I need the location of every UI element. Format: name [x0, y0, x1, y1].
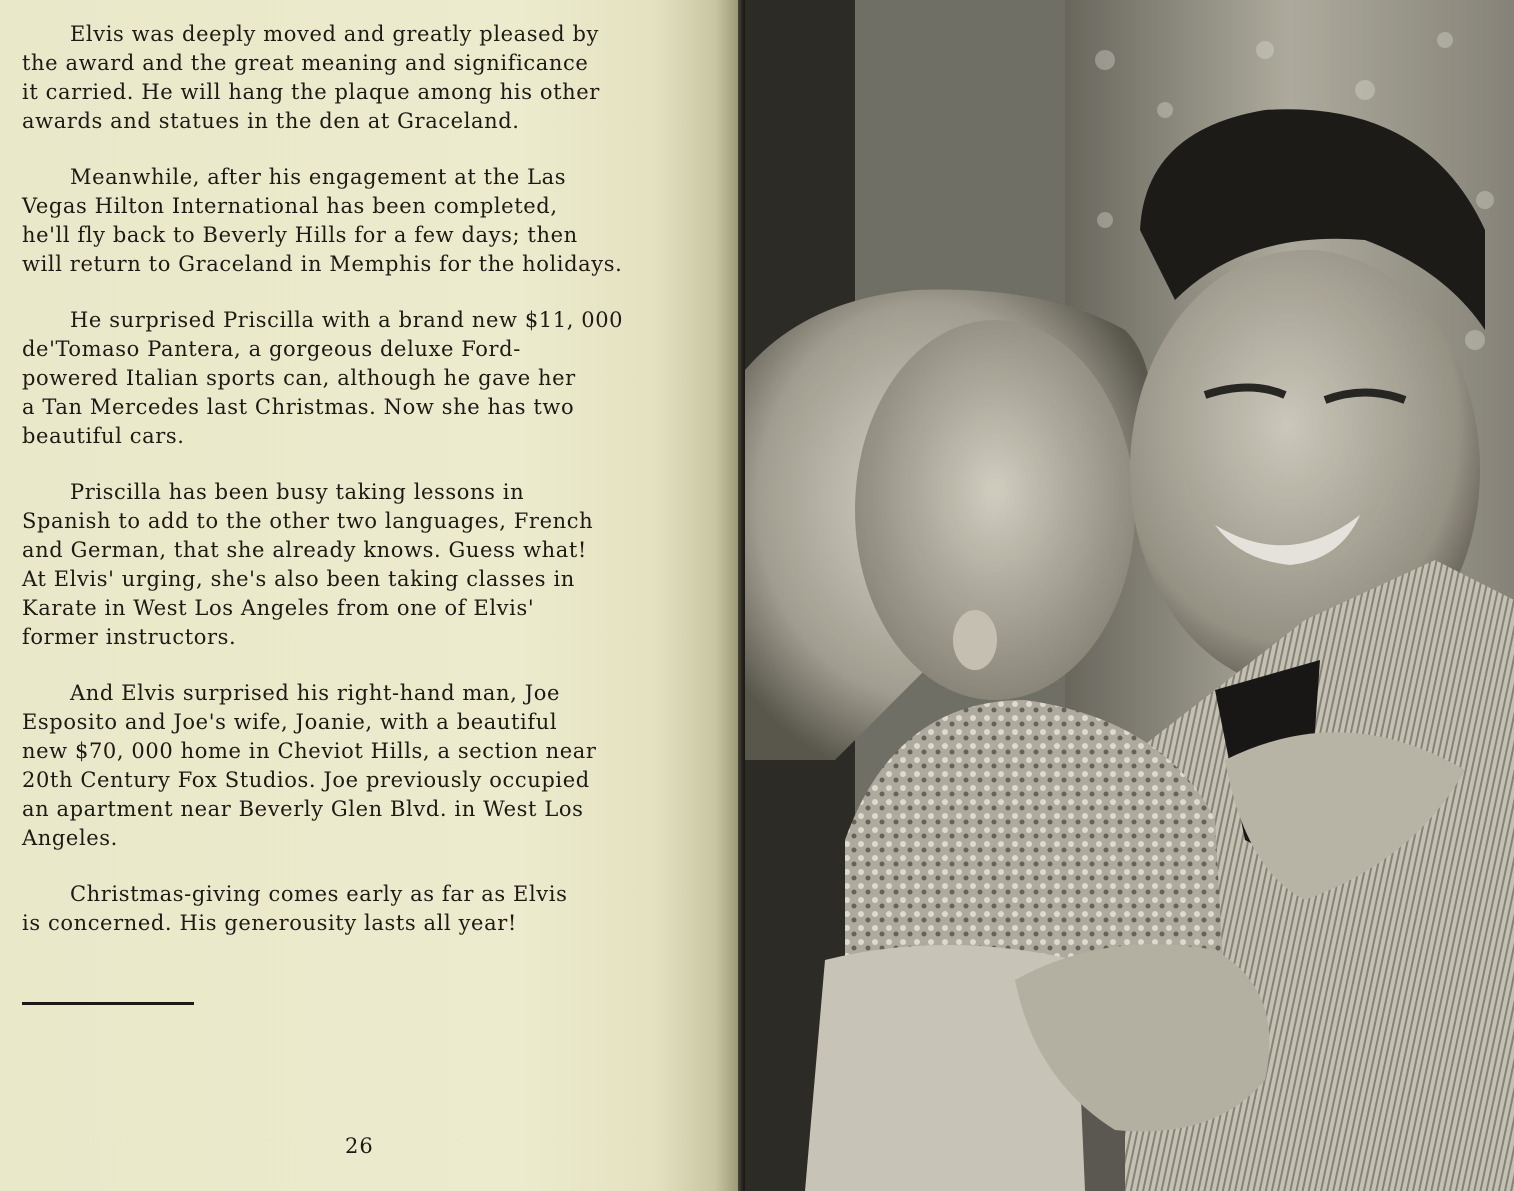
paragraph-award — [22, 20, 702, 136]
text-line: Karate in West Los Angeles from one of Elvis' — [22, 596, 535, 620]
text-line: de'Tomaso Pantera, a gorgeous deluxe Ford- — [22, 337, 521, 361]
right-page — [745, 0, 1514, 1191]
text-line: 20th Century Fox Studios. Joe previously occupied — [22, 768, 590, 792]
paragraph-esposito — [22, 679, 702, 853]
page-number: 26 — [345, 1134, 374, 1158]
text-line: former instructors. — [22, 625, 237, 649]
text-line: He surprised Priscilla with a brand new $11, 000 — [70, 308, 624, 332]
text-line: And Elvis surprised his right-hand man, Joe — [70, 681, 560, 705]
text-line: will return to Graceland in Memphis for the holidays. — [22, 252, 623, 276]
footnote-rule — [22, 1002, 194, 1005]
photo-couple — [745, 0, 1514, 1191]
paragraph-pantera — [22, 306, 702, 451]
text-line: is concerned. His generousity lasts all year! — [22, 911, 517, 935]
text-line: he'll fly back to Beverly Hills for a few days; then — [22, 223, 578, 247]
paragraph-languages — [22, 478, 702, 652]
text-line: Elvis was deeply moved and greatly pleased by — [70, 22, 600, 46]
text-line: beautiful cars. — [22, 424, 185, 448]
text-line: At Elvis' urging, she's also been taking classes in — [22, 567, 575, 591]
article-text — [22, 20, 702, 965]
text-line: Spanish to add to the other two languages, French — [22, 509, 594, 533]
text-line: an apartment near Beverly Glen Blvd. in West Los — [22, 797, 584, 821]
left-page — [0, 0, 745, 1191]
text-line: it carried. He will hang the plaque among his other — [22, 80, 600, 104]
text-line: a Tan Mercedes last Christmas. Now she has two — [22, 395, 575, 419]
text-line: Vegas Hilton International has been completed, — [22, 194, 558, 218]
text-line: Meanwhile, after his engagement at the Las — [70, 165, 567, 189]
text-line: Priscilla has been busy taking lessons in — [70, 480, 525, 504]
text-line: awards and statues in the den at Graceland. — [22, 109, 520, 133]
text-line: Esposito and Joe's wife, Joanie, with a beautiful — [22, 710, 558, 734]
paragraph-las-vegas — [22, 163, 702, 279]
text-line: new $70, 000 home in Cheviot Hills, a section near — [22, 739, 597, 763]
text-line: Angeles. — [22, 826, 118, 850]
text-line: and German, that she already knows. Guess what! — [22, 538, 587, 562]
text-line: Christmas-giving comes early as far as Elvis — [70, 882, 568, 906]
text-line: the award and the great meaning and significance — [22, 51, 589, 75]
paragraph-christmas — [22, 880, 702, 938]
text-line: powered Italian sports can, although he gave her — [22, 366, 576, 390]
